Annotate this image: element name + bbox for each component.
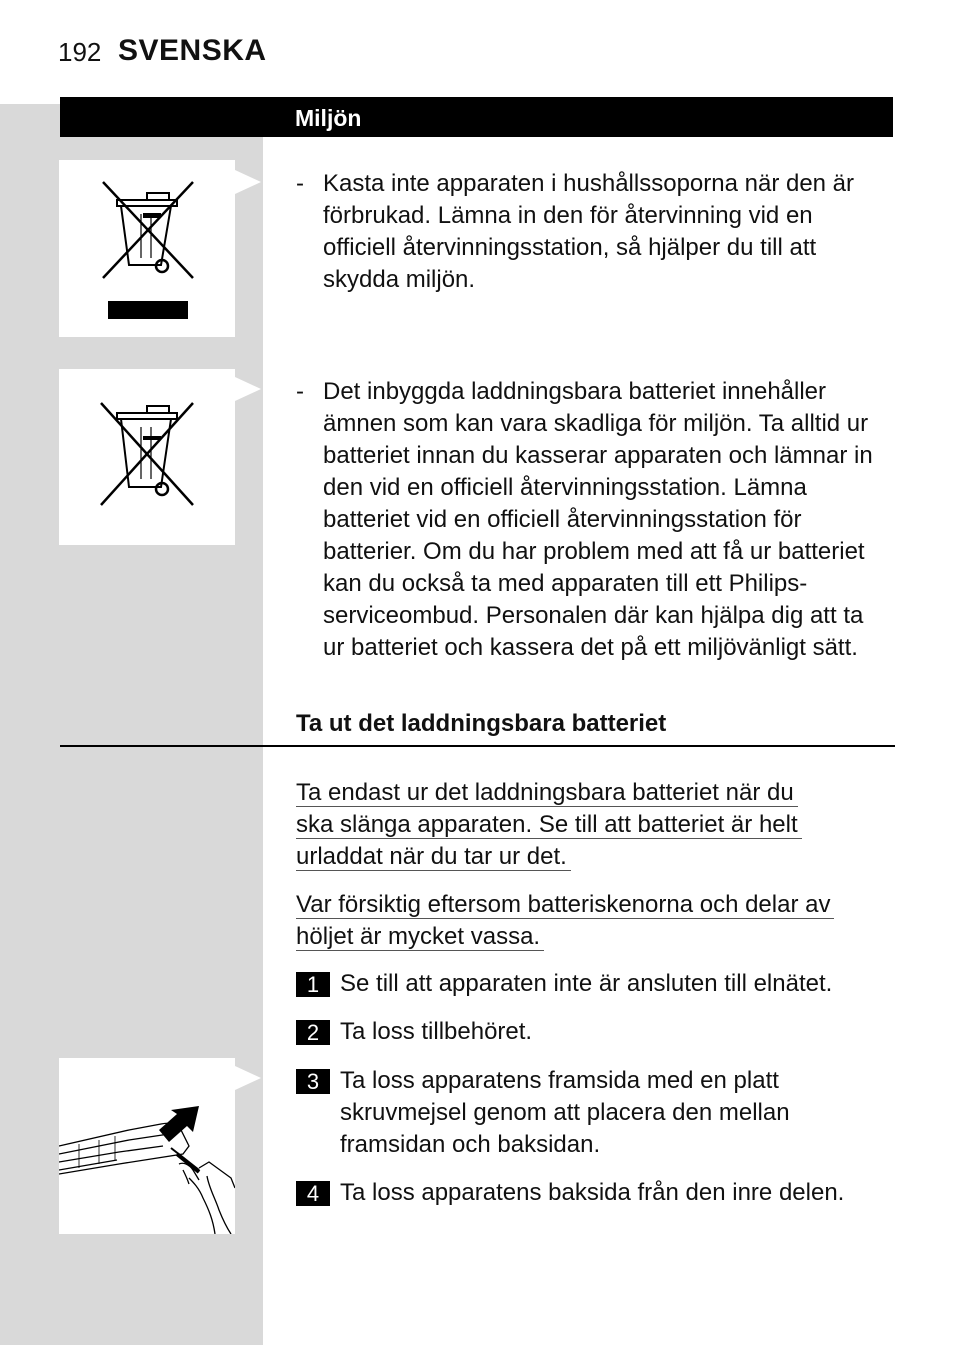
screwdriver-illustration	[59, 1058, 235, 1234]
warning-line: Var försiktig eftersom batteriskenorna och delar av	[296, 891, 834, 919]
step-number: 1	[296, 972, 330, 997]
step-text: Ta loss tillbehöret.	[340, 1018, 533, 1045]
bullet-dash: -	[296, 378, 304, 405]
bullet-item	[296, 168, 886, 296]
step-number: 2	[296, 1020, 330, 1045]
bullet-text: Det inbyggda laddningsbara batteriet innehåller ämnen som kan vara skadliga för miljön. Ta alltid ur batteriet innan du kasserar apparaten och lämnar in den vid en officiell återvinningsstation. Lämna batteriet vid en officiell återvinningsstation för batterier. Om du har problem med att få ur batteriet kan du också ta med apparaten till ett Philips-serviceombud. Personalen där kan hjälpa dig att ta ur batteriet och kassera det på ett miljövänligt sätt.	[323, 378, 873, 661]
step-text: Se till att apparaten inte är ansluten till elnätet.	[340, 970, 833, 997]
bullet-dash: -	[296, 170, 304, 197]
step-number: 3	[296, 1069, 330, 1094]
screwdriver-image	[59, 1058, 235, 1234]
image-pointer	[235, 1066, 261, 1090]
image-pointer	[235, 377, 261, 401]
battery-disposal-image	[59, 369, 235, 545]
step-number: 4	[296, 1181, 330, 1206]
language-title: SVENSKA	[118, 34, 267, 67]
step-item	[296, 968, 896, 1000]
bullet-item	[296, 376, 891, 664]
image-pointer	[235, 170, 261, 194]
warning-line: urladdat när du tar ur det.	[296, 843, 571, 871]
warning-line: ska slänga apparaten. Se till att batteriet är helt	[296, 811, 802, 839]
warning-paragraph	[296, 777, 896, 873]
section-header-bar	[60, 97, 893, 137]
step-item	[296, 1065, 856, 1161]
step-text: Ta loss apparatens baksida från den inre delen.	[340, 1179, 845, 1206]
step-item	[296, 1177, 896, 1209]
weee-image	[59, 160, 235, 337]
page-number: 192	[58, 37, 102, 67]
warning-line: Ta endast ur det laddningsbara batteriet när du	[296, 779, 798, 807]
section-divider	[60, 745, 895, 747]
crossed-bin-icon	[59, 160, 235, 337]
step-item	[296, 1016, 896, 1048]
warning-line: höljet är mycket vassa.	[296, 923, 544, 951]
section-title: Miljön	[295, 105, 362, 131]
subsection-title: Ta ut det laddningsbara batteriet	[296, 710, 667, 737]
warning-paragraph	[296, 889, 896, 953]
bullet-text: Kasta inte apparaten i hushållssoporna när den är förbrukad. Lämna in den för återvinning vid en officiell återvinningsstation, så hjälper du till att skydda miljön.	[323, 170, 855, 293]
crossed-bin-icon	[59, 369, 235, 545]
step-text: Ta loss apparatens framsida med en platt skruvmejsel genom att placera den mellan framsidan och baksidan.	[340, 1067, 790, 1158]
